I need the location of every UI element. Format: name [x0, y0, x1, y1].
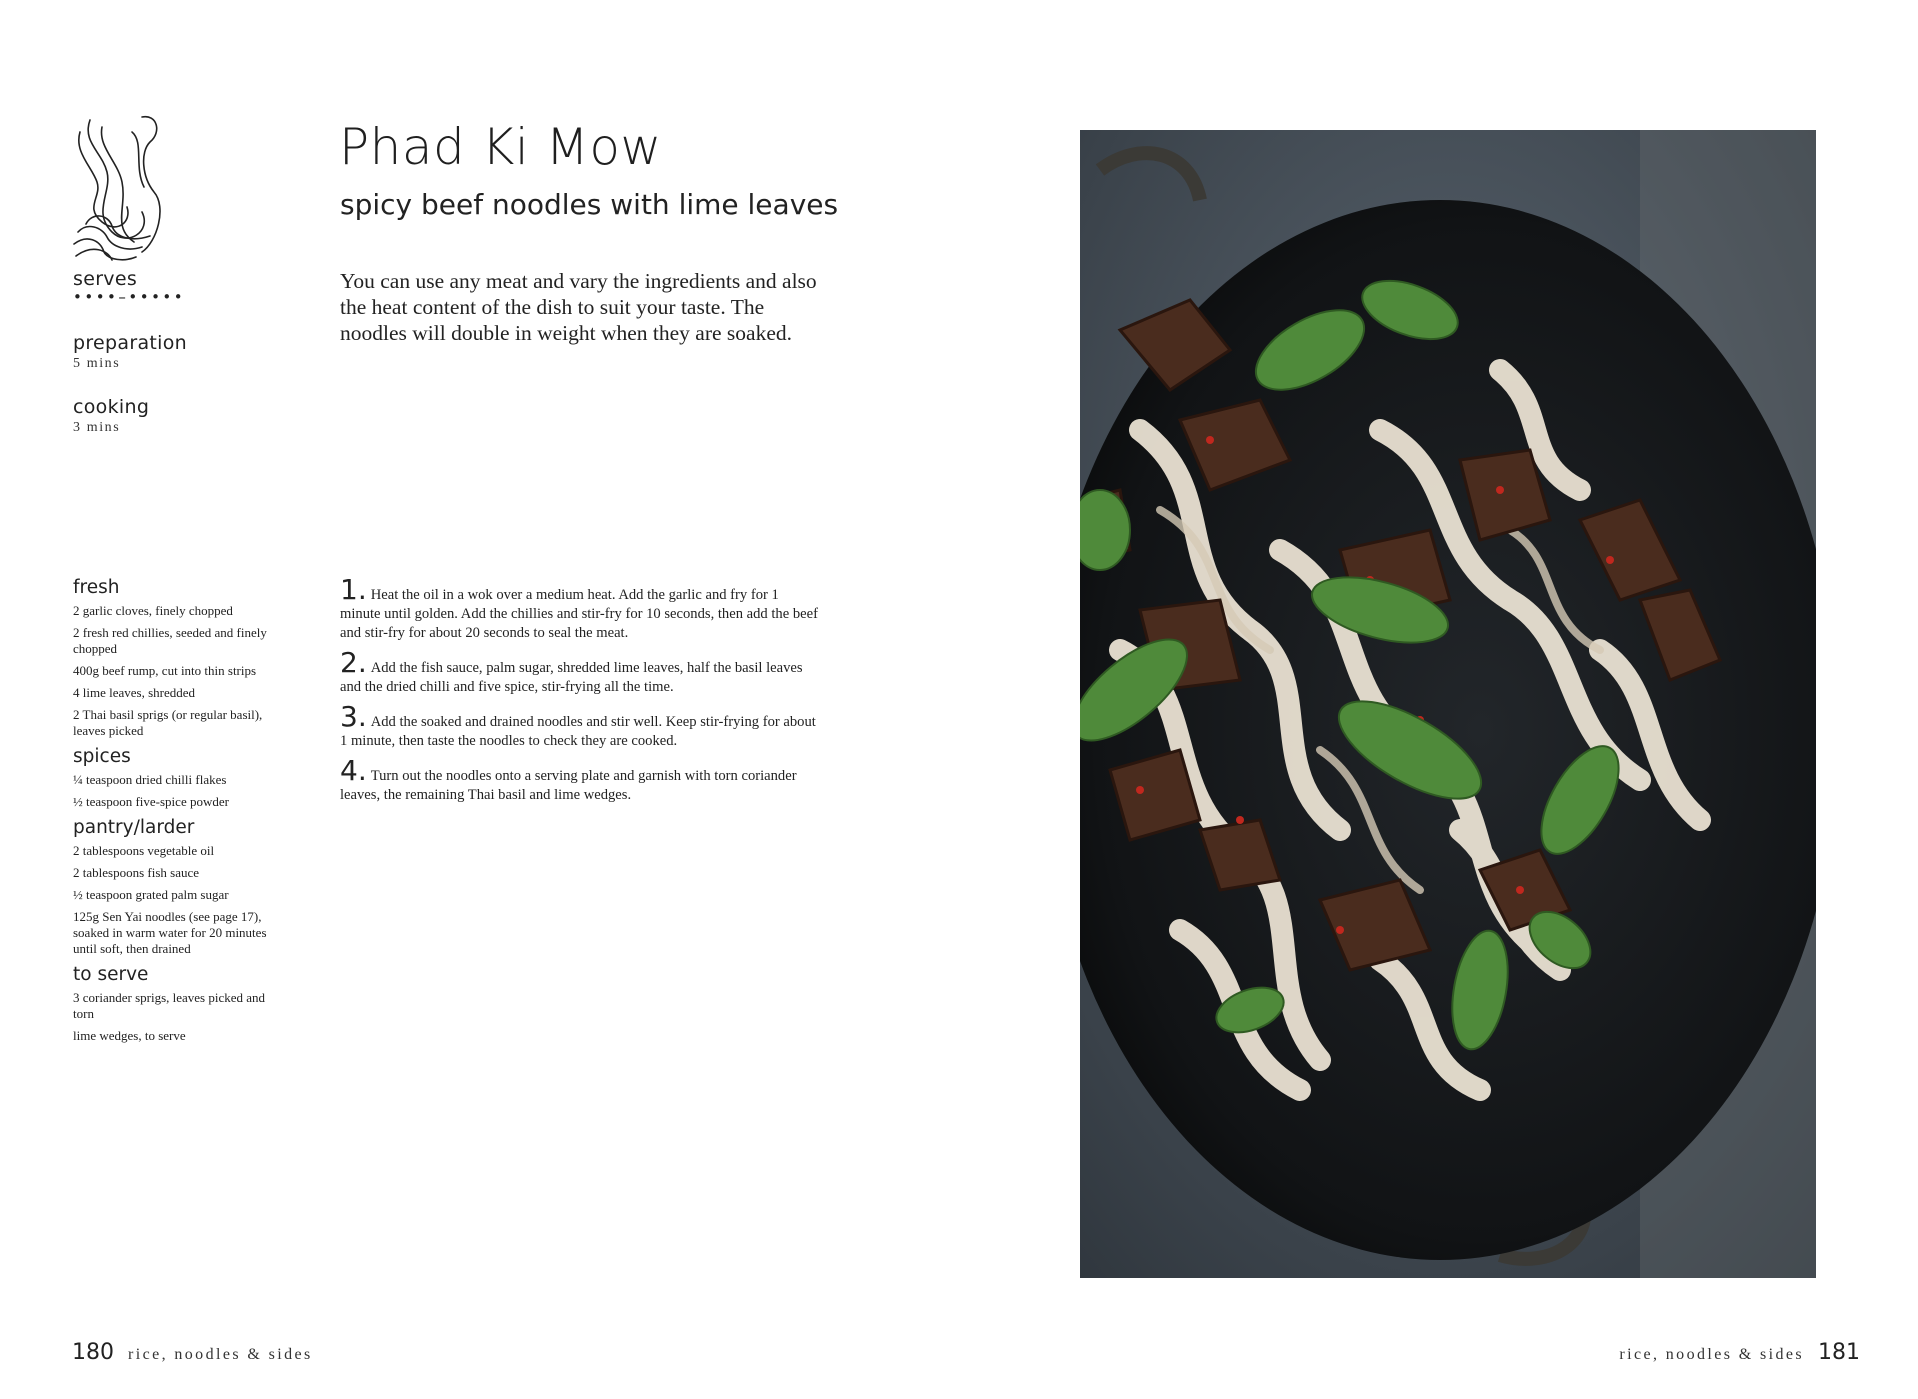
cooking-label: cooking [73, 396, 150, 418]
method-step [340, 754, 820, 805]
page-number-right: 181 [1818, 1340, 1860, 1365]
preparation-label: preparation [73, 332, 187, 354]
recipe-title: Phad Ki Mow [339, 118, 662, 176]
ingredient-group-fresh [73, 576, 288, 739]
ingredient-item: 2 Thai basil sprigs (or regular basil), leaves picked [73, 707, 263, 738]
cooking-value: 3 mins [73, 420, 121, 435]
ingredient-item: 400g beef rump, cut into thin strips [73, 663, 257, 678]
footer-right [1619, 1340, 1860, 1365]
recipe-subtitle: spicy beef noodles with lime leaves [340, 188, 839, 221]
method-steps [340, 573, 820, 815]
step-text: Turn out the noodles onto a serving plate and garnish with torn coriander leaves, the remaining Thai basil and lime wedges. [340, 768, 797, 803]
recipe-intro: You can use any meat and vary the ingredients and also the heat content of the dish to suit your taste. The noodles will double in weight when they are soaked. [340, 269, 817, 345]
step-number: 2. [340, 646, 367, 679]
ingredient-group-pantry [73, 816, 288, 957]
step-text: Heat the oil in a wok over a medium heat. Add the garlic and fry for 1 minute until golden. Add the chillies and stir-fry for 10 seconds, then add the beef and stir-fry for about 20 seconds to seal the meat. [340, 587, 818, 641]
ingredients-list [73, 576, 288, 1050]
ingredient-item: 2 fresh red chillies, seeded and finely chopped [73, 625, 267, 656]
noodle-logo-icon [72, 112, 172, 262]
step-number: 3. [340, 700, 367, 733]
serves-dots: ••••–••••• [73, 288, 186, 306]
section-name-right: rice, noodles & sides [1619, 1346, 1804, 1363]
page-number-left: 180 [72, 1340, 114, 1365]
serves-label: serves [73, 268, 138, 290]
ingredient-heading: to serve [73, 964, 149, 985]
method-step [340, 700, 820, 751]
method-step [340, 573, 820, 643]
food-photo [1080, 130, 1816, 1278]
serves-block [73, 268, 185, 304]
ingredient-item: 2 tablespoons fish sauce [73, 865, 200, 880]
ingredient-group-to-serve [73, 963, 288, 1044]
ingredient-item: ½ teaspoon five-spice powder [73, 794, 229, 809]
preparation-value: 5 mins [73, 356, 121, 371]
step-number: 4. [340, 754, 367, 787]
ingredient-item: lime wedges, to serve [73, 1028, 186, 1043]
ingredient-item: 125g Sen Yai noodles (see page 17), soaked in warm water for 20 minutes until soft, then drained [73, 909, 267, 956]
section-name-left: rice, noodles & sides [128, 1346, 313, 1363]
ingredient-heading: fresh [73, 577, 120, 598]
ingredient-item: ½ teaspoon grated palm sugar [73, 887, 229, 902]
ingredient-item: 2 garlic cloves, finely chopped [73, 603, 233, 618]
ingredient-heading: spices [73, 746, 131, 767]
step-number: 1. [340, 573, 367, 606]
ingredient-item: 2 tablespoons vegetable oil [73, 843, 215, 858]
method-step [340, 646, 820, 697]
preparation-block [73, 332, 187, 372]
step-text: Add the fish sauce, palm sugar, shredded lime leaves, half the basil leaves and the dried chilli and five spice, stir-frying all the time. [340, 660, 803, 695]
ingredient-item: 4 lime leaves, shredded [73, 685, 196, 700]
ingredient-heading: pantry/larder [73, 817, 195, 838]
footer-left [72, 1340, 313, 1365]
cooking-block [73, 396, 149, 436]
ingredient-item: 3 coriander sprigs, leaves picked and torn [73, 990, 266, 1021]
step-text: Add the soaked and drained noodles and stir well. Keep stir-frying for about 1 minute, then taste the noodles to check they are cooked. [340, 714, 816, 749]
ingredient-group-spices [73, 745, 288, 810]
ingredient-item: ¼ teaspoon dried chilli flakes [73, 772, 227, 787]
